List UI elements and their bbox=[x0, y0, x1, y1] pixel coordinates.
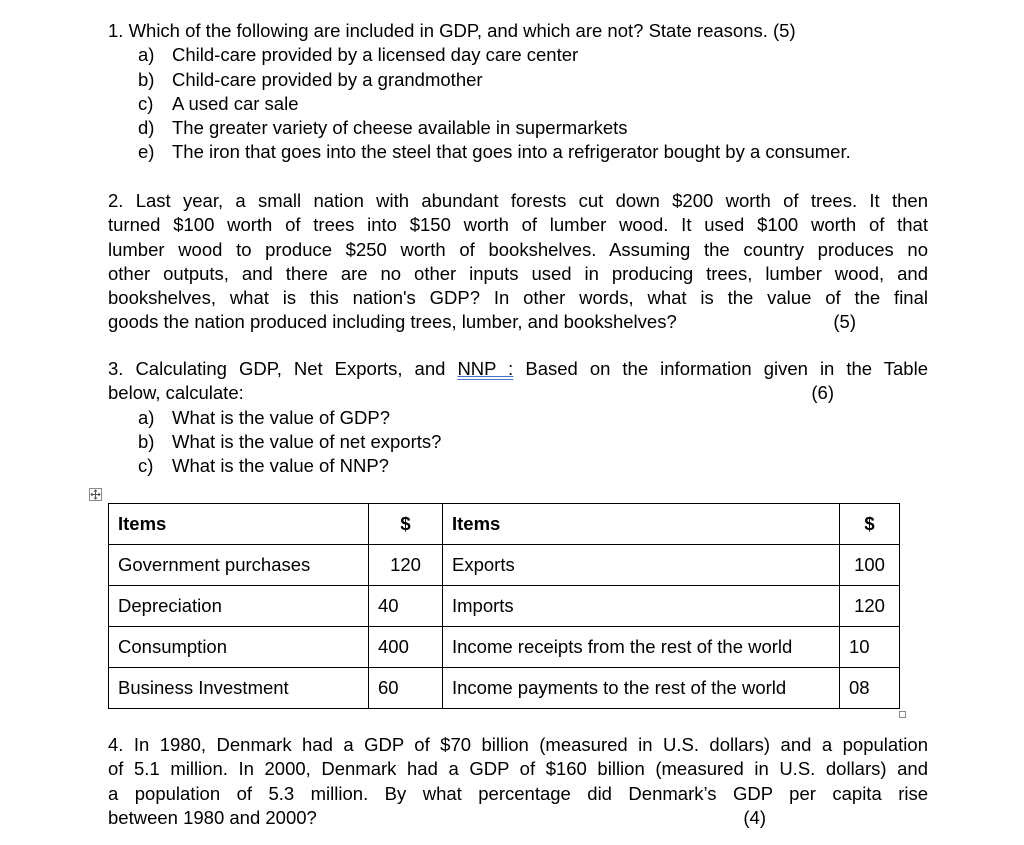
table-move-handle[interactable] bbox=[89, 488, 102, 501]
question-3-marks: (6) bbox=[811, 382, 834, 404]
question-3-line-2 bbox=[108, 381, 928, 405]
table-row bbox=[109, 668, 900, 709]
item-text: Child-care provided by a licensed day care center bbox=[172, 44, 579, 66]
item-letter: b) bbox=[138, 68, 155, 90]
item-text: The iron that goes into the steel that goes into a refrigerator bought by a consumer. bbox=[172, 141, 851, 163]
question-4-line: 4. In 1980, Denmark had a GDP of $70 billion (measured in U.S. dollars) and a population bbox=[108, 734, 928, 755]
question-4-last-line bbox=[108, 806, 928, 830]
table-cell: 60 bbox=[369, 668, 443, 709]
question-2-line: lumber wood to produce $250 worth of bookshelves. Assuming the country produces no bbox=[108, 238, 928, 260]
list-item bbox=[108, 406, 928, 430]
list-item bbox=[108, 116, 928, 140]
table-cell: Depreciation bbox=[109, 586, 369, 627]
question-2-line: turned $100 worth of trees into $150 worth of lumber wood. It used $100 worth of that bbox=[108, 214, 928, 236]
item-text: What is the value of NNP? bbox=[172, 455, 389, 477]
table-cell: 08 bbox=[840, 668, 900, 709]
question-1 bbox=[108, 19, 928, 165]
table-header-row bbox=[109, 504, 900, 545]
table-cell: Income payments to the rest of the world bbox=[443, 668, 840, 709]
question-2-line: bookshelves, what is this nation's GDP? In other words, what is the value of the final bbox=[108, 287, 928, 309]
item-text: The greater variety of cheese available in supermarkets bbox=[172, 117, 628, 139]
table-cell: 40 bbox=[369, 586, 443, 627]
question-2-marks: (5) bbox=[833, 311, 856, 333]
item-letter: c) bbox=[138, 455, 154, 477]
item-letter: a) bbox=[138, 406, 155, 428]
item-text: Child-care provided by a grandmother bbox=[172, 68, 483, 90]
question-2-last-line bbox=[108, 310, 928, 334]
question-2-line: other outputs, and there are no other inputs used in producing trees, lumber wood, and bbox=[108, 262, 928, 284]
question-3-text: 3. Calculating GDP, Net Exports, and bbox=[108, 358, 458, 379]
question-2 bbox=[108, 189, 928, 335]
list-item bbox=[108, 92, 928, 116]
nnp-term: NNP : bbox=[457, 358, 514, 379]
question-4-marks: (4) bbox=[743, 806, 766, 828]
header-items: Items bbox=[443, 504, 840, 545]
item-letter: b) bbox=[138, 430, 155, 452]
header-items: Items bbox=[109, 504, 369, 545]
question-4-line: of 5.1 million. In 2000, Denmark had a GDP of $160 billion (measured in U.S. dollars) and bbox=[108, 758, 928, 780]
table-cell: Business Investment bbox=[109, 668, 369, 709]
question-4-text: between 1980 and 2000? bbox=[108, 806, 317, 828]
table-cell: Government purchases bbox=[109, 545, 369, 586]
question-3-line-1 bbox=[108, 357, 928, 381]
item-letter: e) bbox=[138, 141, 155, 163]
list-item bbox=[108, 43, 928, 67]
header-dollar: $ bbox=[840, 504, 900, 545]
move-icon bbox=[90, 489, 101, 500]
table-cell: 120 bbox=[369, 545, 443, 586]
question-2-text: goods the nation produced including trees, lumber, and bookshelves? bbox=[108, 311, 677, 333]
list-item bbox=[108, 430, 928, 454]
question-1-options bbox=[108, 43, 928, 164]
question-4-line: a population of 5.3 million. By what percentage did Denmark’s GDP per capita rise bbox=[108, 782, 928, 804]
table-resize-handle[interactable] bbox=[899, 711, 906, 718]
table-cell: 400 bbox=[369, 627, 443, 668]
table-row bbox=[109, 586, 900, 627]
table-cell: Consumption bbox=[109, 627, 369, 668]
item-letter: d) bbox=[138, 117, 155, 139]
table-row bbox=[109, 545, 900, 586]
item-text: A used car sale bbox=[172, 92, 299, 114]
list-item bbox=[108, 454, 928, 478]
question-3 bbox=[108, 357, 928, 478]
list-item bbox=[108, 140, 928, 164]
header-dollar: $ bbox=[369, 504, 443, 545]
question-3-text: below, calculate: bbox=[108, 382, 244, 404]
question-2-line: 2. Last year, a small nation with abundant forests cut down $200 worth of trees. It then bbox=[108, 190, 928, 211]
table-cell: Exports bbox=[443, 545, 840, 586]
table-row bbox=[109, 627, 900, 668]
question-3-options bbox=[108, 406, 928, 479]
question-3-text: Based on the information given in the Table bbox=[513, 358, 928, 379]
item-letter: a) bbox=[138, 44, 155, 66]
table-cell: Imports bbox=[443, 586, 840, 627]
item-letter: c) bbox=[138, 92, 154, 114]
list-item bbox=[108, 68, 928, 92]
question-1-text: 1. Which of the following are included in GDP, and which are not? State reasons. (5) bbox=[108, 20, 796, 41]
gdp-data-table bbox=[108, 503, 900, 709]
item-text: What is the value of net exports? bbox=[172, 430, 442, 452]
item-text: What is the value of GDP? bbox=[172, 406, 390, 428]
table-cell: 120 bbox=[840, 586, 900, 627]
table-cell: 100 bbox=[840, 545, 900, 586]
table-cell: 10 bbox=[840, 627, 900, 668]
question-4 bbox=[108, 733, 928, 830]
table-cell: Income receipts from the rest of the world bbox=[443, 627, 840, 668]
